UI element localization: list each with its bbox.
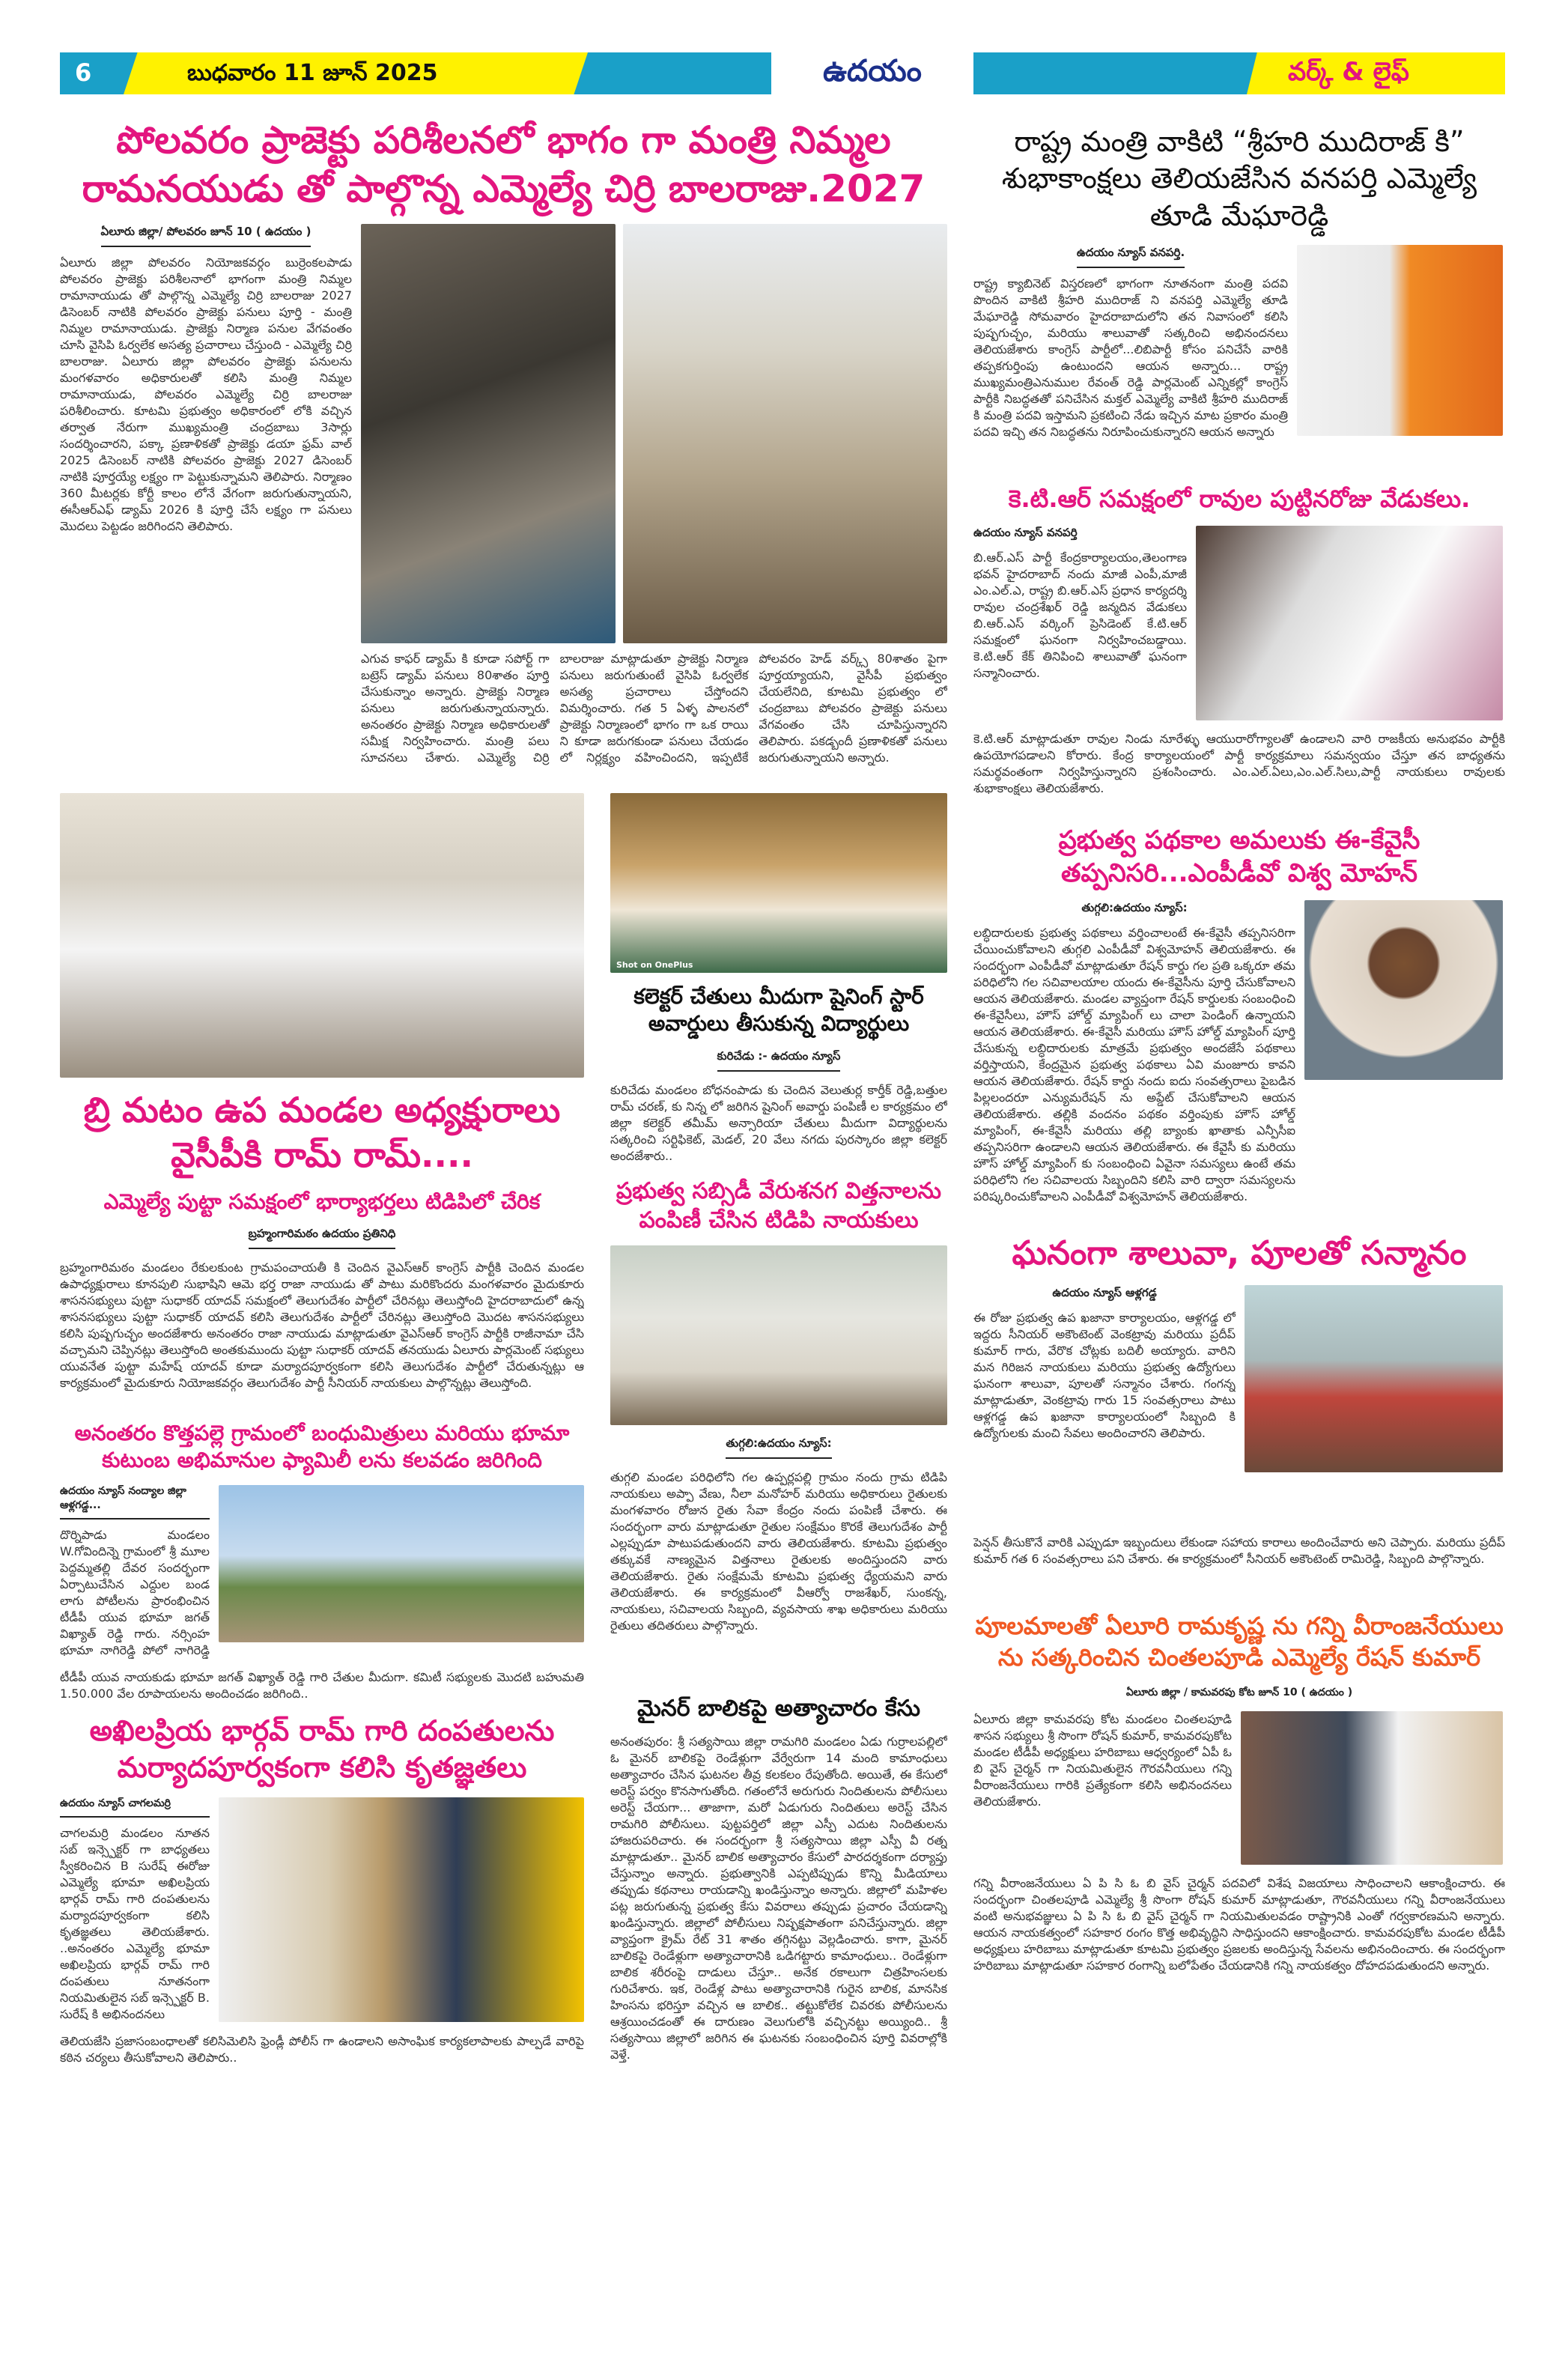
- dateline: ఉదయం న్యూస్ వనపర్తి: [973, 525, 1078, 539]
- article-body: బి.ఆర్.ఎస్ పార్టీ కేంద్రకార్యాలయం,తెలంగాణ భవన్ హైదరాబాద్ నందు మాజీ ఎంపీ,మాజీ ఎం.ఎల్.ఎ, రాష్ట్ర బి.ఆర్.ఎస్ ప్రధాన కార్యదర్శి రావుల చంద్రశేఖర్ రెడ్డి జన్మదిన వేడుకలు బి.ఆర్.ఎస్ వర్కింగ్ ప్రెసిడెంట్ కే.టి.ఆర్ సమక్షంలో ఘనంగా నిర్వహించబడ్డాయి. కె.టి.ఆర్ కేక్ తినిపించి శాలువాతో ఘనంగా సన్మానించారు.: [973, 550, 1187, 680]
- headline-collector: కలెక్టర్ చేతులు మీదుగా షైనింగ్ స్టార్ అవార్డులు తీసుకున్న విద్యార్థులు: [633, 984, 924, 1036]
- page-number: 6: [75, 58, 92, 87]
- headline-ycp: బ్రి మటం ఉప మండల అధ్యక్షురాలు వైసీపీకి రామ్ రామ్....: [83, 1090, 561, 1175]
- article-body: రాష్ట్ర క్యాబినెట్ విస్తరణలో భాగంగా నూతనంగా మంత్రి పదవి పొందిన వాకిటి శ్రీహరి ముదిరాజ్ ని వనపర్తి ఎమ్మెల్యే తూడి మేఘారెడ్డి సోమవారం హైదరాబాదులోని తన నివాసంలో కలిసి పుష్పగుచ్ఛం, మరియు శాలువాతో సత్కరించి అభినందనలు తెలియజేశారు కాంగ్రెస్ పార్టీలో...లిబిపార్టీ కోసం పనిచేసే వారికి తప్పకగుర్తింపు ఉంటుందని ఆయన అన్నారు... రాష్ట్ర ముఖ్యమంత్రిఎనుముల రేవంత్ రెడ్డి పార్లమెంట్ ఎన్నికల్లో కాంగ్రెస్ పార్టీకి నిబద్ధతతో పనిచేసిన మక్తల్ ఎమ్మెల్యే వాకిటి శ్రీహరి ముదిరాజ్ కి మంత్రి పదవి ఇస్తామని ప్రకటించి నేడు ఇచ్చిన మాట ప్రకారం మంత్రి పదవి ఇచ్చి తన నిబద్ధతను నిరూపించుకున్నారని ఆయన అన్నారు: [973, 276, 1288, 440]
- felicitation-text-column: [973, 1285, 1236, 1524]
- dateline-wrap: [973, 900, 1295, 917]
- dateline: ఉదయం న్యూస్ నంద్యాల జిల్లా ఆళ్లగడ్డ...: [60, 1485, 210, 1520]
- polavaram-article: [60, 224, 947, 783]
- dateline: ఉదయం న్యూస్ ఆళ్లగడ్డ: [1052, 1286, 1157, 1300]
- dateline: కురిచేడు :- ఉదయం న్యూస్: [717, 1049, 841, 1072]
- dateline: తుగ్గలి:ఉదయం న్యూస్:: [1081, 901, 1188, 915]
- bhuma-text-column: [60, 1485, 210, 1659]
- article-body: బ్రహ్మంగారిమఠం మండలం రేకులకుంట గ్రామపంచాయతీ కి చెందిన వైఎస్ఆర్ కాంగ్రెస్ పార్టీకి చెందిన మండల ఉపాధ్యక్షురాలు కూనపులి సుభాషిని ఆమె భర్త రాజా నాయుడు తో పాటు మరికొందరు మంగళవారం మైదుకూరు శాసనసభ్యులు పుట్టా సుధాకర్ యాదవ్ సమక్షంలో తెలుగుదేశం పార్టీలో చేరినట్లు తెలుస్తోంది హైదరాబాదులో ఉన్న శాసనసభ్యులు పుట్టా సుధాకర్ యాదవ్ కలిసి తెలుగుదేశం పార్టీలో చేరినట్లు తెలుస్తోంది మొదట శాసనసభ్యులు కలిసి పుష్పగుచ్ఛం అందజేశారు అనంతరం రాజా నాయుడు మాట్లాడుతూ వైఎస్ఆర్ కాంగ్రెస్ పార్టీకి రాజీనామా చేసి వచ్చామని చెప్పినట్లు తెలుస్తోంది అంతకుముందు పుట్టా సుధాకర్ యాదవ్ తనయుడు ఏలూరు పార్లమెంట్ సభ్యులు యువనేత పుట్టా మహేష్ యాదవ్ కూడా మర్యాదపూర్వకంగా కలిసి తెలుగుదేశం పార్టీలో చేరుతున్నట్లు ఆ కార్యక్రమంలో మైదుకూరు నియోజకవర్గం తెలుగుదేశం పార్టీ సీనియర్ నాయకులు పాల్గొన్నట్లు తెలుస్తోంది.: [60, 1260, 584, 1390]
- article-body-continued: గన్ని వీరాంజనేయులు ఏ పి సి ఓ బి వైస్ చైర్మన్ పదవిలో విశేష విజయాలు సాధించాలని ఆకాంక్షించారు. ఈ సందర్భంగా చింతలపూడి ఎమ్మెల్యే శ్రీ సొంగా రోషన్ కుమార్ మాట్లాడుతూ, గౌరవనీయులు గన్ని వీరాంజనేయులు వంటి అనుభవజ్ఞులు ఏ పి సి ఓ బి వైస్ చైర్మన్ గా నియమితులవడం రాష్ట్రానికి ఎంతో గర్వకారణమని అన్నారు. ఆయన నాయకత్వంలో సహకార రంగం కొత్త అభివృద్ధిని సాధిస్తుందని ఆకాంక్షించారు. కామవరపుకోట మండల టీడీపీ అధ్యక్షులు హరిబాబు మాట్లాడుతూ కూటమి ప్రభుత్వం ప్రజలకు అందిస్తున్న సేవలను అభినందించారు. ఈ సందర్భంగా హరిబాబు మాట్లాడుతూ సహకార రంగాన్ని బలోపేతం చేయడానికి గన్ని నాయకత్వం దోహదపడుతుందని అన్నారు.: [973, 1875, 1505, 1973]
- logo-text: ఉదయం: [823, 54, 922, 88]
- headline-felicitation: ఘనంగా శాలువా, పూలతో సన్మానం: [1012, 1234, 1467, 1273]
- middle-column: [610, 793, 947, 2333]
- bhuma-article: [60, 1485, 584, 1659]
- article-body-continued: ఎగువ కాఫర్ డ్యామ్ కి కూడా సపోర్ట్ గా బట్రెస్ డ్యామ్ పనులు 80శాతం పూర్తి చేసుకున్నాం అన్నారు. ప్రాజెక్టు నిర్మాణ పనులు జరుగుతున్నాయన్నారు. అనంతరం ప్రాజెక్టు నిర్మాణ అధికారులతో సమీక్ష నిర్వహించారు. మంత్రి పలు సూచనలు చేశారు. ఎమ్మెల్యే చిర్రి బాలరాజు మాట్లాడుతూ ప్రాజెక్టు నిర్మాణ పనులు జరుగుతుంటే వైసిపి ఓర్వలేక అసత్య ప్రచారాలు చేస్తోందని విమర్శించారు. గత 5 ఏళ్ళ పాలనలో ప్రాజెక్టు నిర్మాణంలో భాగం గా ఒక రాయి ని కూడా జరుగకుండా పనులు చేయడం లో నిర్లక్ష్యం వహించిందని, ఇప్పటికే పోలవరం హెడ్ వర్క్స్ 80శాతం పైగా పూర్తయ్యాయని, వైసీపీ ప్రభుత్వం చేయలేనిది, కూటమి ప్రభుత్వం లో చంద్రబాబు పోలవరం ప్రాజెక్టు పనులు వేగవంతం చేసి చూపిస్తున్నారని తెలిపారు. పకడ్బందీ ప్రణాళికతో పనులు జరుగుతున్నాయని అన్నారు.: [361, 652, 947, 765]
- ekyc-article: [973, 900, 1505, 1221]
- photo-si-mla: [219, 1797, 584, 2022]
- vakiti-text-column: [973, 245, 1288, 473]
- photo-ktr-birthday: [1196, 526, 1503, 720]
- dateline-wrap: [973, 1285, 1236, 1302]
- dateline: బ్రహ్మంగారిమఠం ఉదయం ప్రతినిధి: [249, 1227, 396, 1249]
- article-body: అనంతపురం: శ్రీ సత్యసాయి జిల్లా రామగిరి మండలం ఏడు గుర్రాలపల్లిలో ఓ మైనర్ బాలికపై రెండేళ్లుగా వేర్వేరుగా 14 మంది కామాంధులు అత్యాచారం చేసిన ఘటనల తీవ్ర కలకలం రేపుతోంది. అయితే, ఈ కేసులో అరెస్ట్ పర్వం కొనసాగుతోంది. గతంలోనే అరుగురు నిందితులను పోలీసులు అరెస్ట్ చేయగా... తాజాగా, మరో ఏడుగురు నిందితులు అరెస్ట్ చేసిన రామగిరి పోలీసులు. పుట్టపర్తిలో జిల్లా ఎస్పీ ఎదుట నిందితులను హాజరుపరిచారు. ఈ సందర్భంగా శ్రీ సత్యసాయి జిల్లా ఎస్పీ వీ రత్న మాట్లాడుతూ.. మైనర్ బాలిక అత్యాచారం కేసులో పారదర్శకంగా దర్యాప్తు చేస్తున్నాం అన్నారు. ప్రభుత్వానికి ఎప్పటిప్పుడు కొన్ని మీడియాలు తప్పుడు కథనాలు రాయడాన్ని ఖండిస్తున్నాం అన్నారు. జిల్లాలో మహిళల పట్ల జరుగుతున్న ప్రభుత్వ కేసు వివరాలు తప్పుడు ప్రచారం చేయడాన్ని ఖండిస్తున్నారు. జిల్లాలో పోలీసులు నిష్పక్షపాతంగా పనిచేస్తున్నారు. జిల్లా వ్యాప్తంగా క్రైమ్ రేట్ 31 శాతం తగ్గినట్టు వెల్లడించారు. కాగా, మైనర్ బాలికపై రెండేళ్లుగా అత్యాచారానికి ఒడిగట్టారు కామాంధులు.. రెండేళ్లుగా బాలిక శరీరంపై దాడులు చేస్తూ.. అనేక రకాలుగా చిత్రహింసలకు గురిచేశారు. ఇక, రెండేళ్ల పాటు అత్యాచారానికి గురైన బాలిక, మానసిక హింసను భరిస్తూ వచ్చిన ఆ బాలిక.. తట్టుకోలేక చివరకు పోలీసులను ఆశ్రయించడంతో ఈ దారుణం వెలుగులోకి వచ్చినట్టు అయ్యింది.. శ్రీ సత్యసాయి జిల్లాలో జరిగిన ఈ ఘటనకు సంబంధించిన పూర్తి వివరాల్లోకి వెళ్తే.: [610, 1734, 947, 2062]
- dateline: ఏలూరు జిల్లా/ పోలవరం జూన్ 10 ( ఉదయం ): [101, 225, 312, 247]
- chintalapudi-article: [973, 1711, 1505, 1865]
- masthead-logo: [771, 46, 973, 96]
- article-body-continued: పెన్షన్ తీసుకొనే వారికి ఎప్పుడూ ఇబ్బందులు లేకుండా సహాయ కారాలు అందించేవారు అని చెప్పారు. మరియు ప్రదీప్ కుమార్ గత 6 సంవత్సరాలు పని చేశారు. ఈ కార్యక్రమంలో సీనియర్ అకౌంటెంట్ రామిరెడ్డి, సిబ్బంది పాల్గొన్నారు.: [973, 1535, 1505, 1567]
- polavaram-text-column: [60, 224, 352, 779]
- felicitation-article: [973, 1285, 1505, 1524]
- photo-felicitation: [1245, 1285, 1503, 1472]
- headline-seeds: ప్రభుత్వ సబ్సిడీ వేరుశనగ విత్తనాలను పంపిణీ చేసిన టిడిపి నాయకులు: [616, 1177, 942, 1233]
- photo-bullock-race: [219, 1485, 584, 1642]
- headline-polavaram: పోలవరం ప్రాజెక్టు పరిశీలనలో భాగం గా మంత్రి నిమ్మల రామనయుడు తో పాల్గొన్న ఎమ్మెల్యే చిర్రి బాలరాజు.2027: [82, 118, 926, 210]
- ekyc-text-column: [973, 900, 1295, 1221]
- ktr-article: [973, 526, 1505, 720]
- article-body-continued: కె.టి.ఆర్ మాట్లాడుతూ రావుల నిండు నూరేళ్ళు ఆయురారోగ్యాలతో ఉండాలని వారి రాజకీయ అనుభవం పార్టీకి ఉపయోగపడాలని కోరారు. కేంద్ర కార్యాలయంలో పార్టీ కార్యక్రమాలు సమన్వయం చేస్తూ తన బాధ్యతను సమర్థవంతంగా నిర్వహిస్తున్నారని ప్రశంసించారు. ఎం.ఎల్.ఏలు,ఎం.ఎల్.సిలు,పార్టీ నాయకులు రావులకు శుభాకాంక్షలు తెలియజేశారు.: [973, 731, 1505, 795]
- article-body: ఏలూరు జిల్లా పోలవరం నియోజకవర్గం బుర్రెంకలపాడు పోలవరం ప్రాజెక్టు పరిశీలనాలో భాగంగా మంత్రి నిమ్మల రామానాయుడు తో పాల్గొన్న ఎమ్మెల్యే చిర్రి బాలరాజు 2027 డిసెంబర్ నాటికి పోలవరం ప్రాజెక్టు పనులు పూర్తి - మంత్రి నిమ్మల రామానాయుడు. ప్రాజెక్టు నిర్మాణ పనుల వేగవంతం చూసి వైసిపి ఓర్వలేక అసత్య ప్రచారాలు చేస్తుంది - ఎమ్మెల్యే చిర్రి బాలరాజు. ఏలూరు జిల్లా పోలవరం ప్రాజెక్టు పనులను మంగళవారం అధికారులతో కలిసి మంత్రి నిమ్మల రామానాయుడు, పోలవరం ఎమ్మెల్యే చిర్రి బాలరాజు పరిశీలించారు. కూటమి ప్రభుత్వం అధికారంలో లోకి వచ్చిన తర్వాత నేరుగా ముఖ్యమంత్రి చంద్రబాబు 3సార్లు సందర్శించారని, పక్కా ప్రణాళికతో ప్రాజెక్టు డయా ఫ్రమ్ వాల్ 2025 డిసెంబర్ నాటికి పోలవరం ప్రాజెక్టు 2027 డిసెంబర్ నాటికి పూర్తయ్యే లక్ష్యం గా పెట్టుకున్నామని తెలిపారు. నిర్మాణం 360 మీటర్లకు కోర్టీ కాలం లోనే వేగంగా జరుగుతున్నాయని, ఈసీఆర్ఎఫ్ డ్యామ్ 2026 కి పూర్తి చేసే లక్ష్యం గా పనులు మొదలు పెట్టడం జరిగిందని తెలిపారు.: [60, 255, 352, 533]
- headline-bhuma: అనంతరం కొత్తపల్లె గ్రామంలో బంధుమిత్రులు మరియు భూమా కుటుంబ అభిమానుల ఫ్యామిలీ లను కలవడం జరిగింది: [74, 1420, 570, 1473]
- section-title: వర్క్ & లైఫ్: [1288, 57, 1409, 87]
- article-body: ఈ రోజు ప్రభుత్వ ఉప ఖజానా కార్యాలయం, ఆళ్లగడ్డ లో ఇద్దరు సీనియర్ అకౌంటెంట్ వెంకట్రావు మరియు ప్రదీప్ కుమార్ గారు, వేరొక చోట్లకు బదిలీ అయ్యారు. వారిని మన గిరిజన నాయకులు మరియు ప్రభుత్వ ఉద్యోగులు ఘనంగా శాలువా, పూలతో సన్మానం చేశారు. గంగన్న మాట్లాడుతూ, వెంకట్రావు గారు 15 సంవత్సరాలు పాటు ఆళ్లగడ్డ ఉప ఖజానా కార్యాలయంలో సిబ్బంది కి ఉద్యోగులకు మంచి సేవలు అందించారని తెలిపారు.: [973, 1311, 1236, 1441]
- photo-caption: Shot on OnePlus: [616, 960, 693, 970]
- lower-left-region: [60, 793, 947, 2333]
- dateline-wrap: [973, 245, 1288, 268]
- dateline-wrap: [60, 1226, 584, 1249]
- photo-polavaram-visit: [623, 224, 947, 643]
- photo-mla-minister: [1297, 245, 1503, 436]
- dateline: తుగ్గలి:ఉదయం న్యూస్:: [726, 1436, 831, 1459]
- left-region: [60, 116, 947, 2333]
- photo-award-students: [610, 793, 947, 973]
- dateline-wrap: [610, 1436, 947, 1459]
- article-body: తుగ్గలి మండల పరిధిలోని గల ఉప్పర్లపల్లి గ్రామం నందు గ్రామ టిడిపి నాయకులు అప్పా వేణు, నీలా మనోహర్ మరియు అధికారులు రైతులకు మంగళవారం రోజున రైతు సేవా కేంద్రం నందు పంపిణీ చేశారు. ఈ సందర్భంగా వారు మాట్లాడుతూ రైతుల సంక్షేమం కొరకే తెలుగుదేశం పార్టీ ఎల్లప్పుడూ పాటుపడుతుందని వారు తెలియజేశారు. కూటమి ప్రభుత్వం తక్కువకే నాణ్యమైన విత్తనాలు రైతులకు అందిస్తుందని వారు తెలియజేశారు. రైతు సంక్షేమమే కూటమి ప్రభుత్వ ధ్యేయమని వారు తెలియజేశారు. ఈ కార్యక్రమంలో వీఆర్వో రాజశేఖర్, సుంకన్న, నాయకులు, సచివాలయ సిబ్బంది, వ్యవసాయ శాఖ అధికారులు మరియు రైతులు తదితరులు పాల్గొన్నారు.: [610, 1469, 947, 1633]
- article-body: దొర్నిపాడు మండలం W.గోవిందిన్నె గ్రామంలో శ్రీ మూల పెద్దమ్మతల్లి దేవర సందర్భంగా ఏర్పాటుచేసిన ఎద్దుల బండ లాగు పోటీలను ప్రారంభించిన టీడీపీ యువ భూమా జగత్ విఖ్యాత్ రెడ్డి గారు. నర్సింహ భూమా నాగిరెడ్డి పోలో నాగిరెడ్డి: [60, 1527, 210, 1657]
- photo-seed-distribution: [610, 1245, 947, 1425]
- article-body: లబ్ధిదారులకు ప్రభుత్వ పథకాలు వర్తించాలంటే ఈ-కేవైసీ తప్పనిసరిగా చేయించుకోవాలని తుగ్గలి ఎంపీడీవో విశ్వమోహన్ తెలియజేశారు. ఈ సందర్భంగా ఎంపీడీవో మాట్లాడుతూ రేషన్ కార్డు గల ప్రతి ఒక్కరూ తమ పరిధిలోని గల సచివాలయాల యందు ఈ-కేవైసీను పూర్తి చేసుకోవాలని ఆయన తెలియజేశారు. మండల వ్యాప్తంగా రేషన్ కార్డులకు సంబంధించి ఈ-కేవైసీలు, హౌస్ హోల్డ్ మ్యాపింగ్ లు చాలా పెండింగ్ ఉన్నాయని ఆయన తెలియజేశారు. ఈ-కేవైసీ మరియు హౌస్ హోల్డ్ మ్యాపింగ్ పూర్తి చేసుకున్న లబ్ధిదారులకు మాత్రమే ప్రభుత్వం అందజేసే పథకాలు వర్తిస్తాయని, కేంద్రమైన ప్రభుత్వ పథకాలు ఏవి మంజూరు కావని ఆయన తెలియజేశారు. రేషన్ కార్డు నందు ఐదు సంవత్సరాలు పైబడిన పిల్లలందరూ ఎన్యుమరేషన్ ను అప్డేట్ చేసుకోవాలని ఆయన తెలియజేశారు. తల్లికి వందనం పథకం వర్తింపుకు హౌస్ హోల్డ్ మ్యాపింగ్, ఈ-కేవైసీ మరియు తల్లి బ్యాంకు ఖాతాకు ఎన్పీసీఐ తప్పనిసరిగా ఉండాలని ఆయన తెలియజేశారు. ఈ కేవైసీ కు మరియు హౌస్ హోల్డ్ మ్యాపింగ్ కు సంబంధించి ఏవైనా సమస్యలు ఉంటే తమ పరిధిలోని గల సచివాలయ సిబ్బందిని కలిసి వారి ద్వారా సమస్యలను పరిష్కరించుకోవాలని ఎంపీడీవో విశ్వమోహన్ తెలియజేశారు.: [973, 926, 1295, 1204]
- photo-chintalapudi-mla: [1241, 1711, 1503, 1865]
- dateline: ఉదయం న్యూస్ చాగలమర్రి: [60, 1797, 210, 1818]
- dateline-wrap: [973, 1684, 1505, 1701]
- dateline: ఏలూరు జిల్లా / కామవరపు కోట జూన్ 10 ( ఉదయం ): [1125, 1686, 1353, 1698]
- dateline-wrap: [60, 224, 352, 247]
- left-column: [60, 793, 584, 2333]
- akhila-article: [60, 1797, 584, 2023]
- polavaram-photos: [361, 224, 947, 643]
- article-body: ఏలూరు జిల్లా కామవరపు కోట మండలం చింతలపూడి శాసన సభ్యులు శ్రీ సొంగా రోషన్ కుమార్, కామవరపుకోట మండల టీడీపీ అధ్యక్షులు హరిబాబు ఆధ్వర్యంలో ఏపీ ఓ బి వైస్ చైర్మన్ గా నియమితులైన గౌరవనీయులు గన్ని వీరాంజనేయులు గారికి ప్రత్యేకంగా కలిసి అభినందనలు తెలియజేశారు.: [973, 1711, 1232, 1809]
- headline-akhila: అఖిలప్రియ భార్గవ్ రామ్ గారి దంపతులను మర్యాదపూర్వకంగా కలిసి కృతజ్ఞతలు: [89, 1713, 555, 1785]
- article-body-continued: టీడీపీ యువ నాయకుడు భూమా జగత్ విఖ్యాత్ రెడ్డి గారి చేతుల మీదుగా. కమిటీ సభ్యులకు మొదటి బహుమతి 1.50.000 వేల రూపాయలను అందించడం జరిగింది..: [60, 1669, 584, 1701]
- headline-vakiti: రాష్ట్ర మంత్రి వాకిటి “శ్రీహరి ముదిరాజ్ కి” శుభాకాంక్షలు తెలియజేసిన వనపర్తి ఎమ్మెల్యే తూడి మేఘారెడ్డి: [1001, 125, 1477, 232]
- akhila-text-column: [60, 1797, 210, 2023]
- headline-minor-case: మైనర్ బాలికపై అత్యాచారం కేసు: [636, 1695, 921, 1722]
- headline-ekyc: ప్రభుత్వ పథకాల అమలుకు ఈ-కేవైసీ తప్పనిసరి...ఎంపీడీవో విశ్వ మోహన్: [1058, 825, 1420, 888]
- headline-ktr: కె.టి.ఆర్ సమక్షంలో రావుల పుట్టినరోజు వేడుకలు.: [1008, 485, 1471, 514]
- article-body: కురిచేడు మండలం బోధనంపాడు కు చెందిన వెలుతుర్ల కార్తీక్ రెడ్డి,బత్తుల రామ్ చరణ్, కు నిన్న లో జరిగిన షైనింగ్ అవార్డు పంపిణీ ల కార్యక్రమం లో జిల్లా కలెక్టర్ తమీమ్ అన్సారియా చేతులు మీదుగా విద్యార్థులను సత్కరించి సర్టిఫికెట్, మెడల్, 20 వేలు నగదు పురస్కారం జిల్లా కలెక్టర్ అందజేశారు..: [610, 1082, 947, 1163]
- photo-mpdo: [1304, 900, 1503, 1080]
- dateline: ఉదయం న్యూస్ వనపర్తి.: [1077, 246, 1185, 268]
- article-body-continued: తెలియజేసి ప్రజాసంబంధాలతో కలిసిమెలిసి ఫ్రెండ్లీ పోలీస్ గా ఉండాలని అసాంఘిక కార్యకలాపాలకు పాల్పడే వారిపై కఠిన చర్యలు తీసుకోవాలని తెలిపారు..: [60, 2033, 584, 2065]
- right-column: [973, 124, 1505, 2333]
- ktr-text-column: [973, 526, 1187, 714]
- headline-chintalapudi: పూలమాలతో ఏలూరి రామకృష్ణ ను గన్ని వీరాంజనేయులు ను సత్కరించిన చింతలపూడి ఎమ్మెల్యే రేషన్ కుమార్: [975, 1612, 1504, 1672]
- polavaram-media: [361, 224, 947, 783]
- photo-tdp-joining: [60, 793, 584, 1078]
- subheadline-ycp: ఎమ్మెల్యే పుట్టా సమక్షంలో భార్యాభర్తలు టిడిపిలో చేరిక: [103, 1188, 541, 1214]
- article-body: చాగలమర్రి మండలం నూతన సబ్ ఇన్స్పెక్టర్ గా బాధ్యతలు స్వీకరించిన B సురేష్ ఈరోజు ఎమ్మెల్యే భూమా అఖిలప్రియ భార్గవ్ రామ్ గారి దంపతులను మర్యాదపూర్వకంగా కలిసి కృతజ్ఞతలు తెలియజేశారు. ..అనంతరం ఎమ్మెల్యే భూమా అఖిలప్రియ భార్గవ్ రామ్ గారి దంపతులు నూతనంగా నియమితులైన సబ్ ఇన్స్పెక్టర్ B. సురేష్ కి అభినందనలు: [60, 1825, 210, 2021]
- vakiti-article: [973, 245, 1505, 473]
- dateline-wrap: [610, 1048, 947, 1072]
- issue-date: బుధవారం 11 జూన్ 2025: [187, 60, 438, 86]
- photo-polavaram-dam: [361, 224, 616, 643]
